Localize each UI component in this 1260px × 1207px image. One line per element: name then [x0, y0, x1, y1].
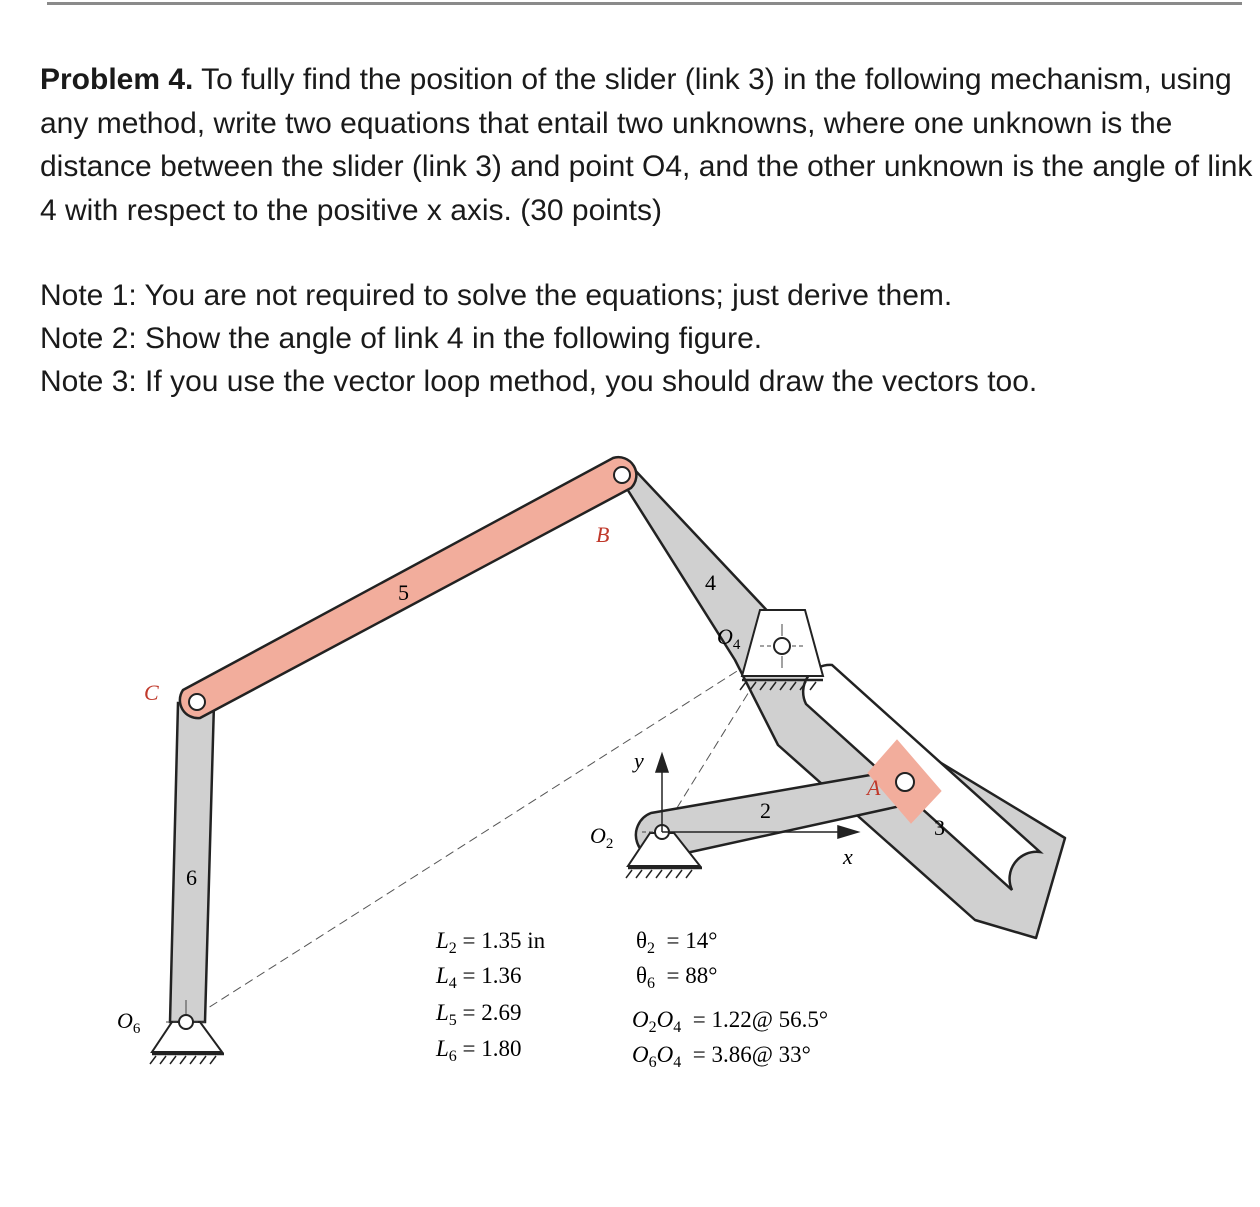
problem-text: To fully find the position of the slider (link 3) in the following mechanism, using any method, write two equations that entail two unknowns, where one unknown is the distance between the slider (link 3) and point O4, and the other unknown is the angle of link 4 with respect to the positive x axis. (30 points)	[40, 63, 1253, 227]
givens-lengths	[435, 928, 546, 1065]
given-l5: $L_5 = 2.69$	[436, 1000, 522, 1029]
label-o4: $O_4$	[717, 624, 741, 653]
label-x-axis: x	[843, 844, 853, 869]
label-link-4: 4	[705, 570, 716, 595]
label-o2: $O_2$	[590, 823, 614, 852]
joint-c	[189, 694, 205, 710]
link-6	[170, 703, 214, 1022]
given-l6: $L_6 = 1.80$	[436, 1036, 522, 1065]
y-axis-arrow	[656, 754, 668, 772]
note-3: Note 3: If you use the vector loop method, you should draw the vectors too.	[40, 365, 1038, 398]
note-2: Note 2: Show the angle of link 4 in the following figure.	[40, 322, 763, 355]
given-theta6: $\theta_6 = 88^\circ$	[636, 963, 718, 992]
problem-label: Problem 4.	[40, 63, 194, 96]
label-link-5: 5	[398, 580, 409, 605]
given-o2o4: $O_2O_4$ = 1.22@ 56.5°	[632, 1007, 829, 1036]
label-link-6: 6	[186, 865, 197, 890]
givens-angles	[632, 928, 828, 1071]
label-a: A	[867, 775, 881, 800]
joint-a	[896, 773, 914, 791]
label-link-3: 3	[934, 815, 945, 840]
given-theta2: $\theta_2 = 14^\circ$	[636, 928, 718, 957]
label-y-axis: y	[634, 748, 644, 773]
label-o6: $O_6$	[117, 1008, 141, 1037]
given-l4: $L_4 = 1.36$	[436, 963, 522, 992]
label-b: B	[596, 522, 610, 547]
given-l2: $L_2 = 1.35$ in	[436, 928, 546, 957]
given-o6o4: $O_6O_4$ = 3.86@ 33°	[632, 1042, 811, 1071]
note-1: Note 1: You are not required to solve the equations; just derive them.	[40, 279, 953, 312]
label-link-2: 2	[760, 798, 771, 823]
x-axis-arrow	[838, 826, 858, 838]
joint-b	[614, 467, 630, 483]
label-c: C	[144, 680, 159, 705]
